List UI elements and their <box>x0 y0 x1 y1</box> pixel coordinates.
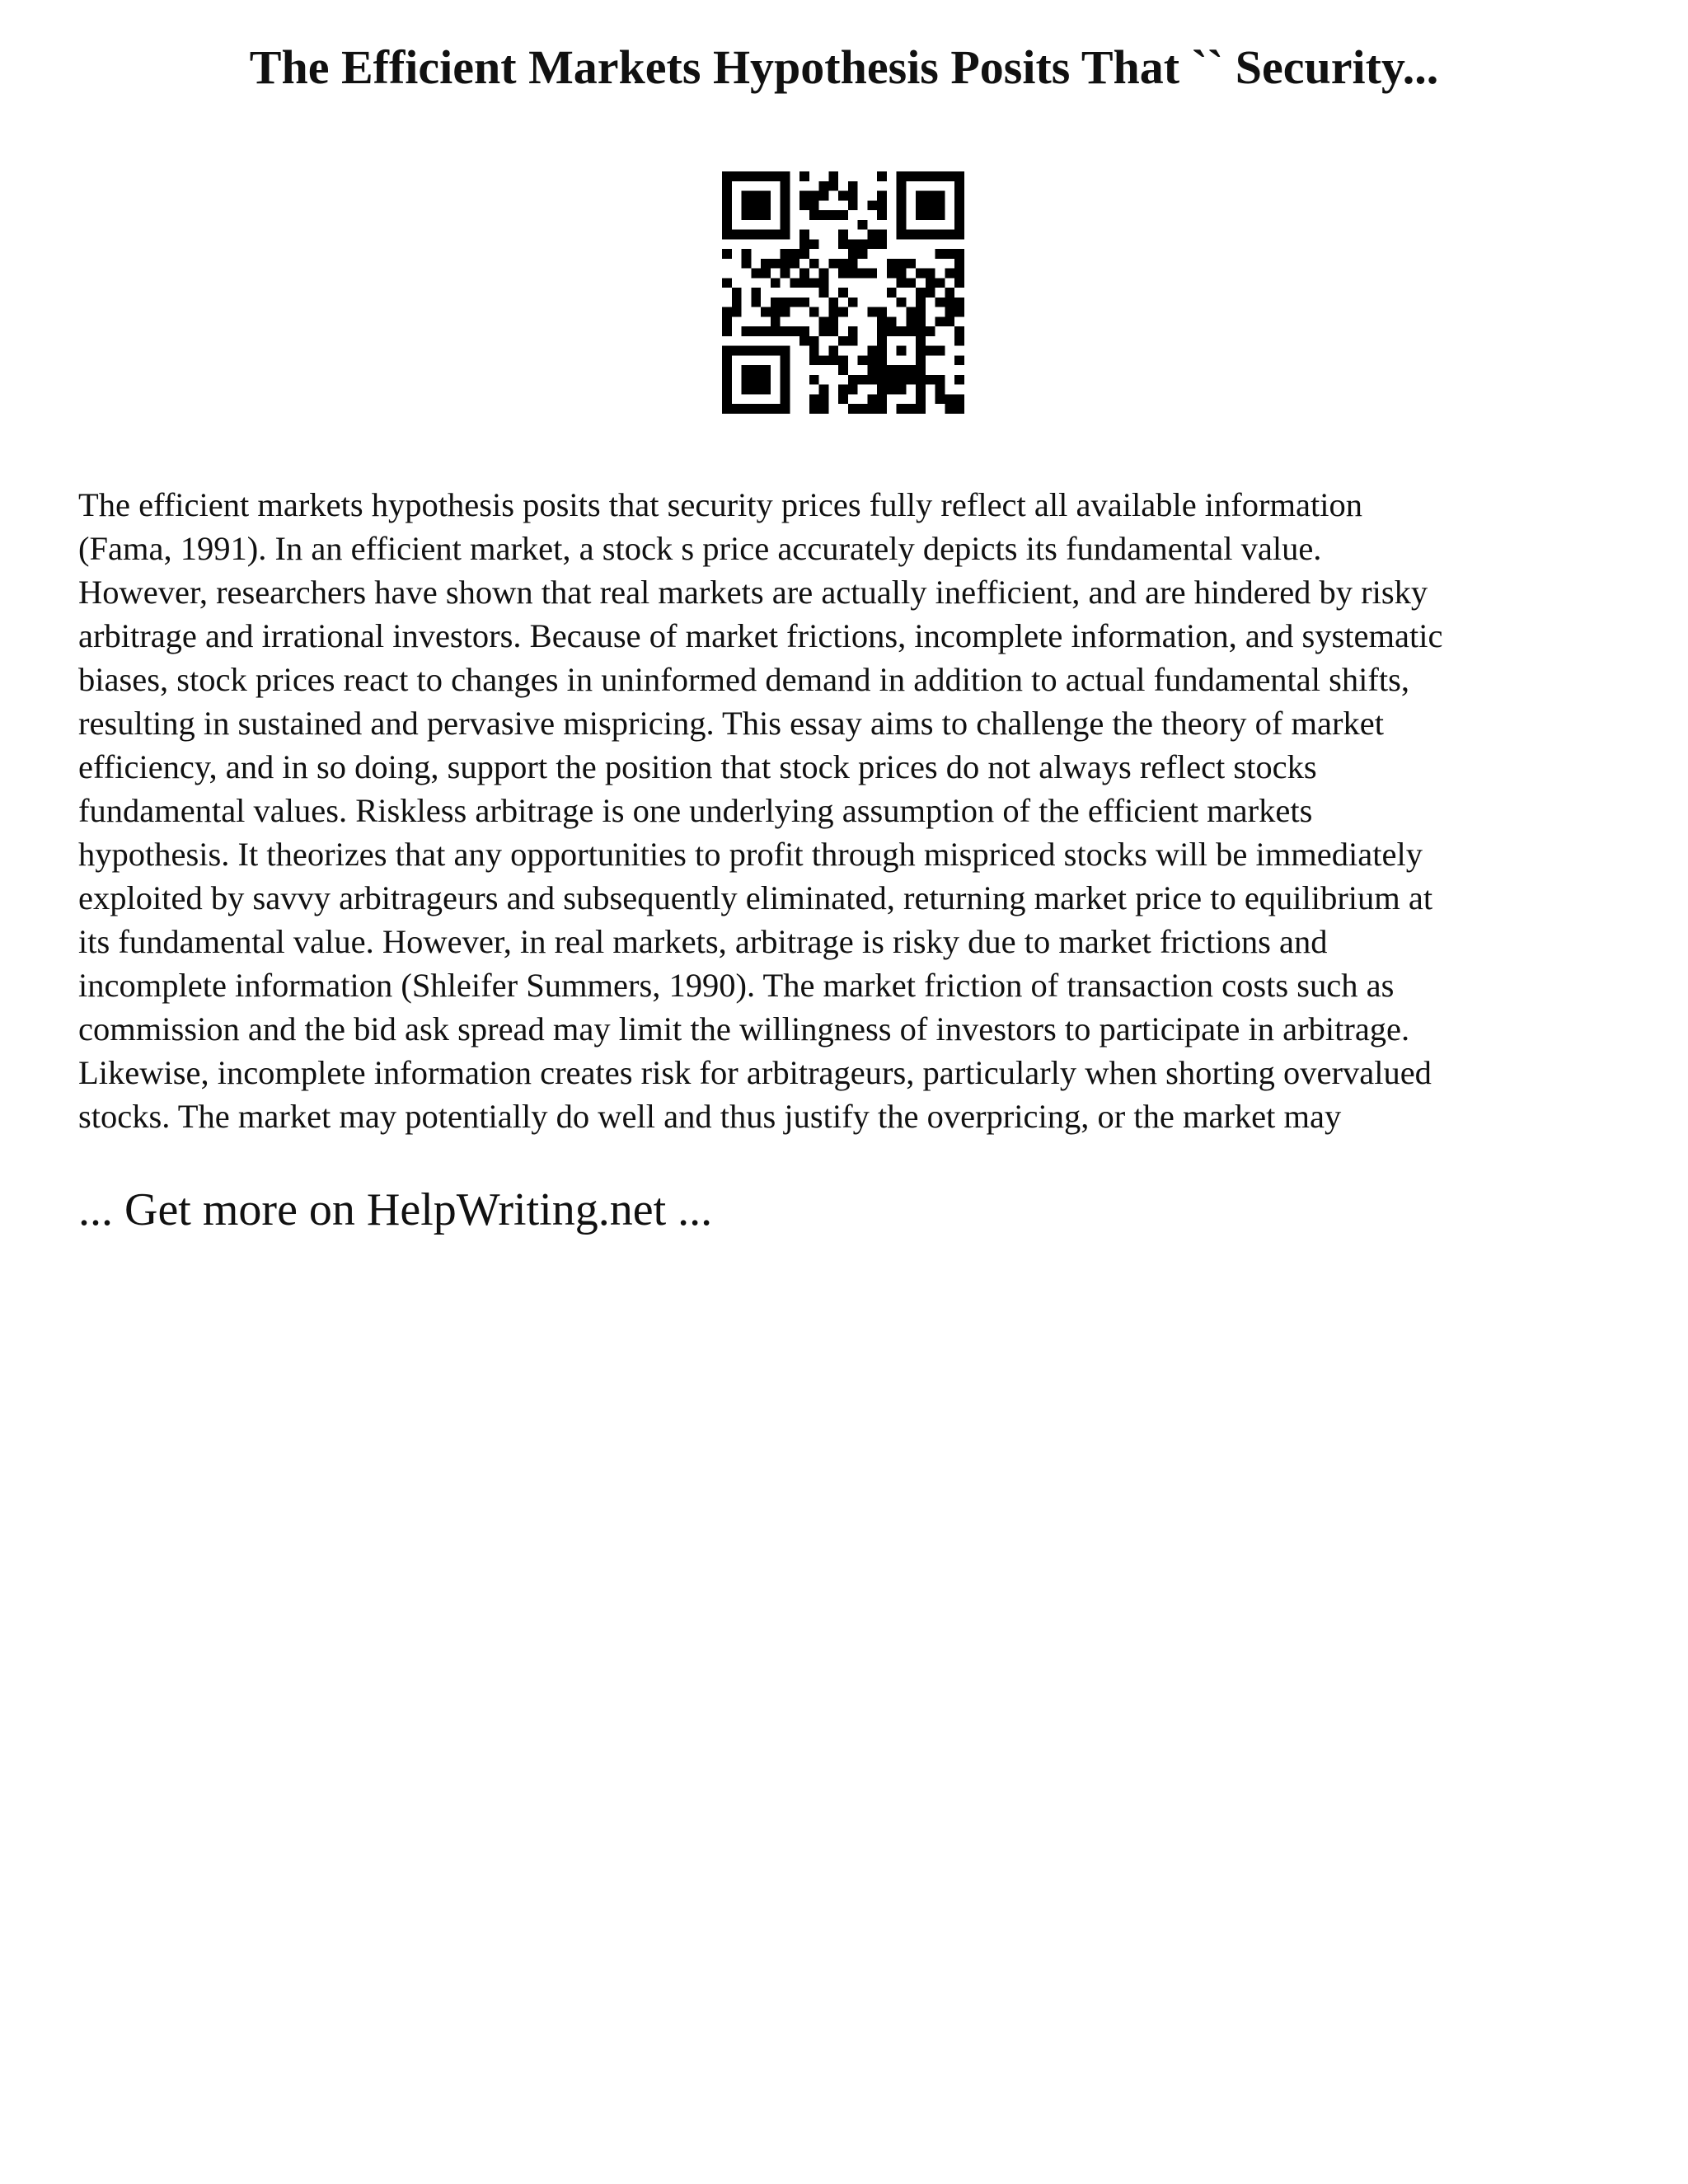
qr-code-icon <box>722 171 964 414</box>
page-title: The Efficient Markets Hypothesis Posits That `` Security... <box>249 40 1439 94</box>
get-more-link[interactable]: ... Get more on HelpWriting.net ... <box>78 1184 713 1235</box>
body-text: The efficient markets hypothesis posits that security prices fully reflect all available information (Fama, 1991). In an efficient market, a stock s price accurately depicts its fundamental value. However, researchers have shown that real markets are actually inefficient, and are hindered by risky arbitrage and irrational investors. Because of market frictions, incomplete information, and systematic biases, stock prices react to changes in uninformed demand in addition to actual fundamental shifts, resulting in sustained and pervasive mispricing. This essay aims to challenge the theory of market efficiency, and in so doing, support the position that stock prices do not always reflect stocks fundamental values. Riskless arbitrage is one underlying assumption of the efficient markets hypothesis. It theorizes that any opportunities to profit through mispriced stocks will be immediately exploited by savvy arbitrageurs and subsequently eliminated, returning market price to equilibrium at its fundamental value. However, in real markets, arbitrage is risky due to market frictions and incomplete information (Shleifer Summers, 1990). The market friction of transaction costs such as commission and the bid ask spread may limit the willingness of investors to participate in arbitrage. Likewise, incomplete information creates risk for arbitrageurs, particularly when shorting overvalued stocks. The market may potentially do well and thus justify the overpricing, or the market may <box>78 486 1443 1135</box>
qr-code-graphic <box>722 171 964 414</box>
